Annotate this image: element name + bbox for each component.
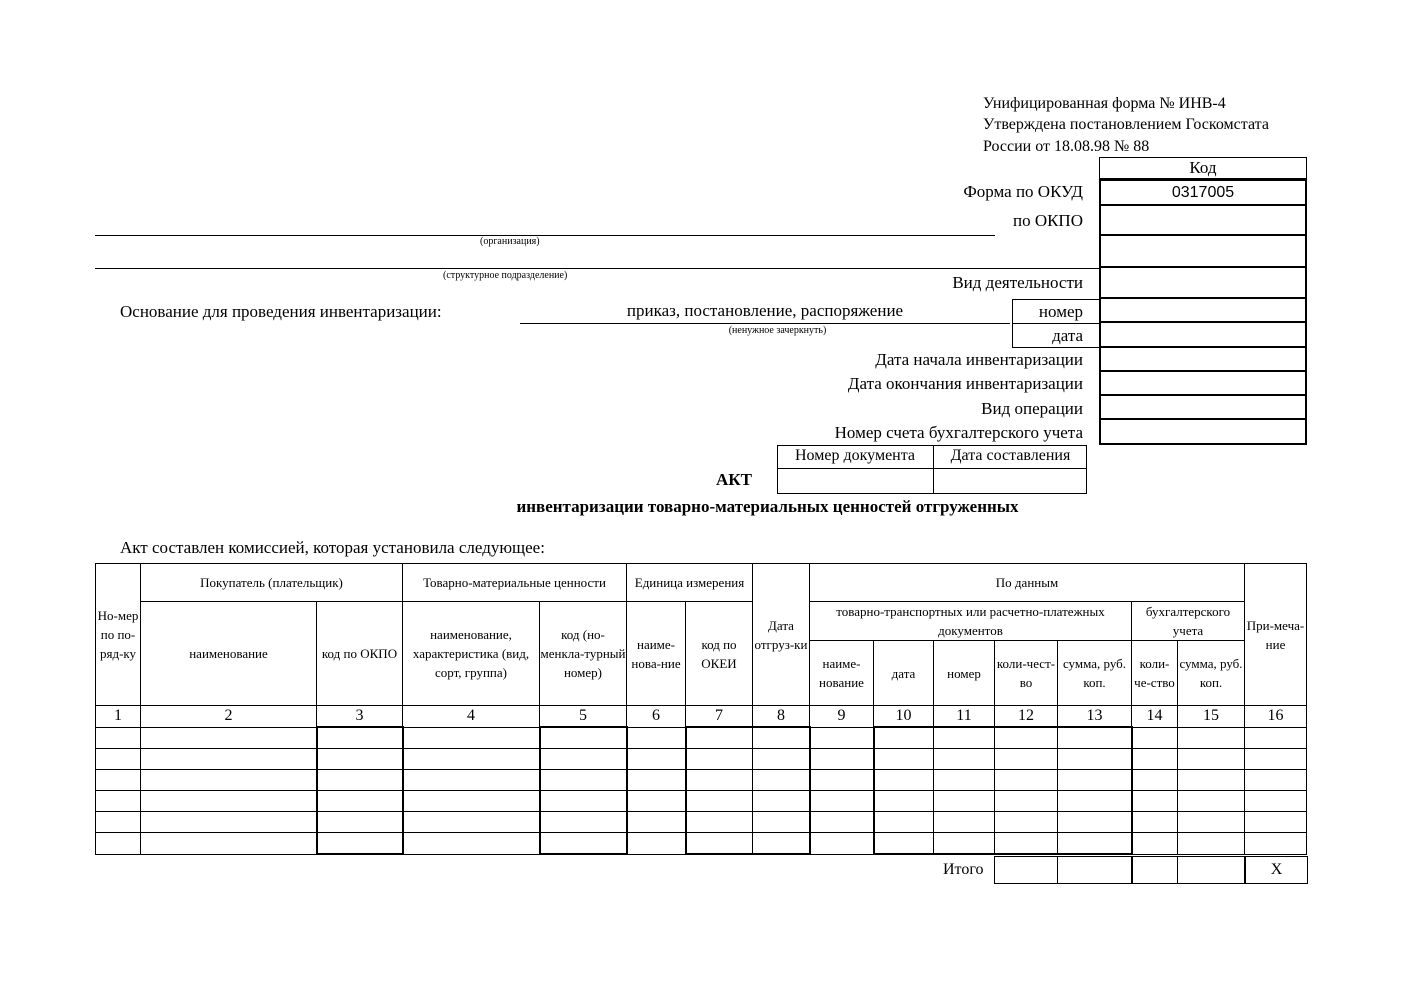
organization-line[interactable] (95, 235, 995, 236)
table-row (96, 833, 1307, 855)
table-cell[interactable] (934, 770, 995, 791)
table-cell[interactable] (540, 727, 627, 749)
itogo-note-x: X (1246, 857, 1308, 884)
table-row (96, 812, 1307, 833)
table-cell[interactable] (753, 812, 810, 833)
table-cell[interactable] (317, 791, 403, 812)
form-approval: Утверждена постановлением Госкомстата (983, 116, 1269, 133)
table-cell[interactable] (1058, 749, 1132, 770)
basis-value: приказ, постановление, распоряжение (626, 301, 904, 320)
table-cell[interactable] (403, 791, 540, 812)
code-header: Код (1099, 157, 1307, 179)
organization-caption: (организация) (480, 236, 540, 247)
table-cell[interactable] (686, 770, 753, 791)
col-header-doc-date: дата (874, 641, 934, 706)
table-cell[interactable] (540, 770, 627, 791)
table-cell[interactable] (686, 833, 753, 855)
table-cell[interactable] (1058, 727, 1132, 749)
form-number: Унифицированная форма № ИНВ-4 (983, 95, 1226, 112)
col-header-buyer-okpo: код по ОКПО (317, 602, 403, 706)
col-header-number: Но-мер по по-ряд-ку (96, 564, 141, 706)
table-cell[interactable] (1178, 749, 1245, 770)
table-cell[interactable] (627, 770, 686, 791)
column-number: 12 (995, 706, 1058, 728)
itogo-row (994, 856, 1245, 884)
column-number: 5 (540, 706, 627, 728)
table-cell[interactable] (1058, 770, 1132, 791)
table-cell[interactable] (1178, 791, 1245, 812)
itogo-label: Итого (943, 861, 984, 878)
act-title: АКТ (716, 470, 752, 489)
table-cell[interactable] (1245, 749, 1307, 770)
col-header-acc-qty: коли-че-ство (1132, 641, 1178, 706)
table-cell[interactable] (686, 727, 753, 749)
table-cell[interactable] (96, 812, 141, 833)
table-cell[interactable] (317, 727, 403, 749)
col-header-by-data: По данным (810, 564, 1245, 602)
table-cell[interactable] (1178, 727, 1245, 749)
table-cell[interactable] (627, 833, 686, 855)
table-cell[interactable] (627, 791, 686, 812)
subdivision-code-field[interactable] (1099, 236, 1307, 268)
column-number: 9 (810, 706, 874, 728)
itogo-acc-sum[interactable] (1178, 857, 1245, 884)
table-cell[interactable] (934, 812, 995, 833)
col-header-unit-okei: код по ОКЕИ (686, 602, 753, 706)
end-date-field[interactable] (1099, 372, 1307, 396)
column-number: 2 (141, 706, 317, 728)
table-cell[interactable] (686, 791, 753, 812)
table-cell[interactable] (403, 749, 540, 770)
table-cell[interactable] (141, 727, 317, 749)
itogo-acc-qty[interactable] (1132, 857, 1178, 884)
itogo-doc-qty[interactable] (995, 857, 1058, 884)
table-cell[interactable] (995, 791, 1058, 812)
table-cell[interactable] (317, 749, 403, 770)
table-cell[interactable] (753, 770, 810, 791)
basis-number-field[interactable] (1099, 299, 1307, 323)
okpo-code-field[interactable] (1099, 206, 1307, 236)
table-cell[interactable] (1132, 812, 1178, 833)
column-number: 1 (96, 706, 141, 728)
col-header-doc-name: наиме-нование (810, 641, 874, 706)
start-date-field[interactable] (1099, 348, 1307, 372)
table-cell[interactable] (1058, 833, 1132, 855)
activity-label: Вид деятельности (952, 273, 1083, 292)
basis-caption: (ненужное зачеркнуть) (728, 325, 827, 336)
itogo-note (1245, 856, 1308, 884)
col-header-doc-number: номер (934, 641, 995, 706)
operation-type-field[interactable] (1099, 396, 1307, 420)
table-cell[interactable] (753, 727, 810, 749)
table-cell[interactable] (874, 727, 934, 749)
table-cell[interactable] (540, 812, 627, 833)
column-number: 15 (1178, 706, 1245, 728)
basis-date-label: дата (1052, 326, 1083, 345)
table-row (96, 749, 1307, 770)
table-cell[interactable] (1178, 812, 1245, 833)
table-cell[interactable] (810, 727, 874, 749)
table-cell[interactable] (810, 749, 874, 770)
table-cell[interactable] (403, 833, 540, 855)
table-cell[interactable] (317, 770, 403, 791)
table-cell[interactable] (317, 812, 403, 833)
itogo-doc-sum[interactable] (1058, 857, 1132, 884)
doc-number-field[interactable] (778, 470, 932, 492)
table-cell[interactable] (1178, 833, 1245, 855)
column-number: 13 (1058, 706, 1132, 728)
table-cell[interactable] (96, 833, 141, 855)
table-cell[interactable] (1178, 770, 1245, 791)
divider (1012, 323, 1100, 324)
basis-label: Основание для проведения инвентаризации: (120, 302, 442, 321)
intro-text: Акт составлен комиссией, которая установила следующее: (120, 538, 545, 557)
table-cell[interactable] (753, 749, 810, 770)
table-row (96, 727, 1307, 749)
table-cell[interactable] (934, 749, 995, 770)
table-cell[interactable] (1245, 770, 1307, 791)
form-approval-date: России от 18.08.98 № 88 (983, 138, 1150, 155)
start-date-label: Дата начала инвентаризации (875, 350, 1083, 369)
table-cell[interactable] (1058, 812, 1132, 833)
table-cell[interactable] (1132, 770, 1178, 791)
end-date-label: Дата окончания инвентаризации (847, 374, 1083, 393)
table-cell[interactable] (934, 727, 995, 749)
column-number: 8 (753, 706, 810, 728)
basis-number-label: номер (1038, 302, 1083, 321)
column-number: 4 (403, 706, 540, 728)
basis-date-field[interactable] (1099, 323, 1307, 348)
table-cell[interactable] (995, 770, 1058, 791)
table-cell[interactable] (1245, 791, 1307, 812)
table-row (96, 791, 1307, 812)
table-cell[interactable] (1132, 833, 1178, 855)
table-cell[interactable] (874, 791, 934, 812)
col-header-unit-name: наиме-нова-ние (627, 602, 686, 706)
okud-label: Форма по ОКУД (963, 182, 1083, 201)
table-cell[interactable] (1245, 812, 1307, 833)
table-cell[interactable] (540, 791, 627, 812)
table-cell[interactable] (995, 749, 1058, 770)
table-cell[interactable] (995, 727, 1058, 749)
table-cell[interactable] (810, 770, 874, 791)
column-number: 10 (874, 706, 934, 728)
table-cell[interactable] (317, 833, 403, 855)
doc-date-field[interactable] (935, 470, 1086, 492)
subdivision-caption: (структурное подразделение) (443, 270, 568, 281)
account-number-label: Номер счета бухгалтерского учета (834, 423, 1083, 442)
col-header-doc-sum: сумма, руб. коп. (1058, 641, 1132, 706)
column-number: 7 (686, 706, 753, 728)
table-cell[interactable] (1245, 727, 1307, 749)
table-cell[interactable] (141, 791, 317, 812)
column-number: 14 (1132, 706, 1178, 728)
operation-type-label: Вид операции (981, 399, 1083, 418)
okpo-label: по ОКПО (1012, 211, 1083, 230)
subdivision-line[interactable] (95, 268, 1099, 269)
table-cell[interactable] (141, 833, 317, 855)
table-cell[interactable] (995, 833, 1058, 855)
table-cell[interactable] (96, 791, 141, 812)
table-cell[interactable] (96, 770, 141, 791)
table-cell[interactable] (540, 749, 627, 770)
table-cell[interactable] (686, 749, 753, 770)
table-cell[interactable] (141, 749, 317, 770)
table-cell[interactable] (874, 833, 934, 855)
table-cell[interactable] (627, 749, 686, 770)
table-row (96, 770, 1307, 791)
table-cell[interactable] (810, 791, 874, 812)
table-cell[interactable] (934, 833, 995, 855)
table-cell[interactable] (1132, 727, 1178, 749)
doc-number-header: Номер документа (794, 447, 916, 464)
divider (777, 468, 1087, 469)
table-cell[interactable] (141, 770, 317, 791)
col-header-unit: Единица измерения (627, 564, 753, 602)
inventory-table (95, 563, 1307, 855)
table-cell[interactable] (995, 812, 1058, 833)
activity-code-field[interactable] (1099, 268, 1307, 299)
table-cell[interactable] (403, 727, 540, 749)
table-cell[interactable] (753, 833, 810, 855)
table-cell[interactable] (1132, 749, 1178, 770)
col-header-note: При-меча-ние (1245, 564, 1307, 706)
table-cell[interactable] (403, 812, 540, 833)
table-cell[interactable] (810, 833, 874, 855)
table-cell[interactable] (1058, 791, 1132, 812)
table-cell[interactable] (627, 812, 686, 833)
table-cell[interactable] (1245, 833, 1307, 855)
col-header-transport-docs: товарно-транспортных или расчетно-платежных документов (810, 602, 1132, 641)
column-number: 11 (934, 706, 995, 728)
table-cell[interactable] (96, 727, 141, 749)
act-subtitle: инвентаризации товарно-материальных ценностей отгруженных (516, 497, 1019, 516)
basis-line (520, 323, 1010, 324)
col-header-goods: Товарно-материальные ценности (403, 564, 627, 602)
table-cell[interactable] (934, 791, 995, 812)
table-cell[interactable] (141, 812, 317, 833)
table-cell[interactable] (753, 791, 810, 812)
table-cell[interactable] (403, 770, 540, 791)
column-number: 6 (627, 706, 686, 728)
col-header-goods-name: наименование, характеристика (вид, сорт, группа) (403, 602, 540, 706)
table-cell[interactable] (874, 770, 934, 791)
okud-code-field[interactable]: 0317005 (1099, 179, 1307, 206)
column-number: 16 (1245, 706, 1307, 728)
col-header-buyer-name: наименование (141, 602, 317, 706)
table-cell[interactable] (96, 749, 141, 770)
col-header-ship-date: Дата отгруз-ки (753, 564, 810, 706)
col-header-accounting: бухгалтерского учета (1132, 602, 1245, 641)
table-cell[interactable] (540, 833, 627, 855)
col-header-acc-sum: сумма, руб. коп. (1178, 641, 1245, 706)
column-number: 3 (317, 706, 403, 728)
table-cell[interactable] (810, 812, 874, 833)
col-header-doc-qty: коли-чест-во (995, 641, 1058, 706)
col-header-goods-code: код (но-менкла-турный номер) (540, 602, 627, 706)
col-header-buyer: Покупатель (плательщик) (141, 564, 403, 602)
account-number-field[interactable] (1099, 420, 1307, 445)
table-cell[interactable] (1132, 791, 1178, 812)
table-cell[interactable] (627, 727, 686, 749)
table-cell[interactable] (686, 812, 753, 833)
table-cell[interactable] (874, 812, 934, 833)
table-cell[interactable] (874, 749, 934, 770)
doc-date-header: Дата составления (950, 447, 1071, 464)
